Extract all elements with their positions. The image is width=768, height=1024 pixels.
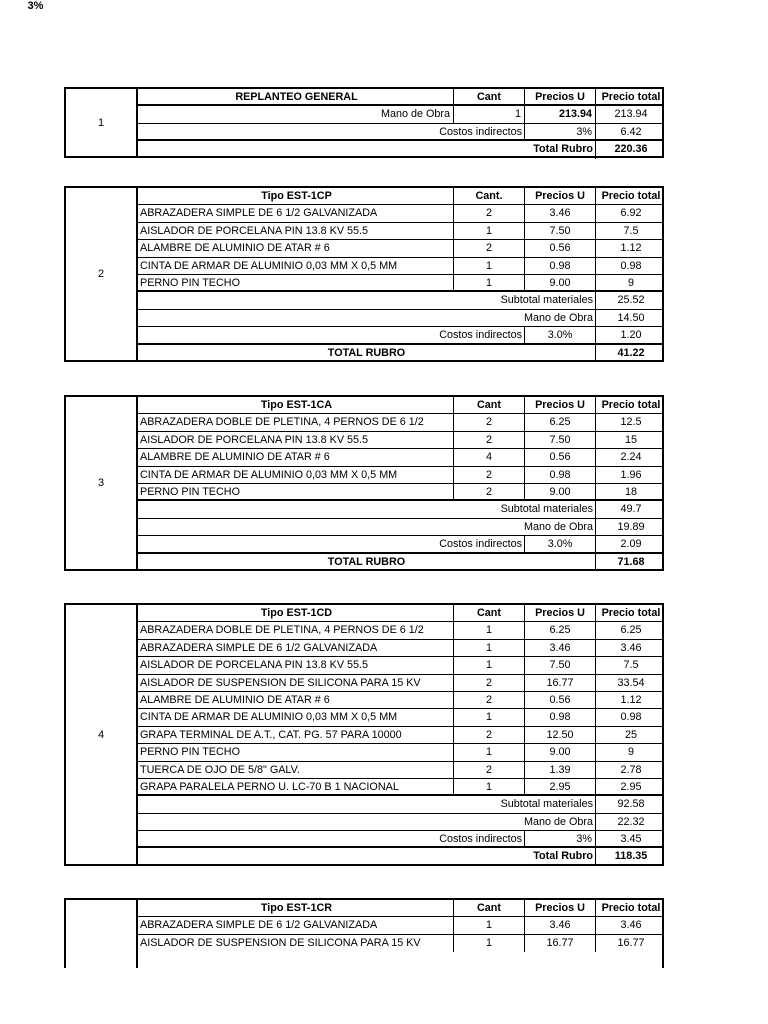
item-pu: 7.50 (524, 223, 595, 239)
item-pt: 15 (595, 432, 666, 448)
table-header-row (138, 89, 664, 106)
item-pu: 12.50 (524, 727, 595, 743)
rubro-3-table (64, 395, 664, 571)
item-cant: 1 (453, 935, 524, 952)
item-desc: GRAPA PARALELA PERNO U. LC-70 B 1 NACIONAL (140, 780, 399, 793)
rubro-title: Tipo EST-1CR (260, 902, 333, 914)
item-pu: 7.50 (524, 432, 595, 448)
item-pt: 0.98 (595, 709, 666, 725)
item-cant: 1 (453, 779, 524, 794)
item-cant: 2 (453, 240, 524, 256)
item-cant: 1 (453, 258, 524, 274)
subtotal-label: Subtotal materiales (500, 798, 593, 811)
item-pt: 9 (595, 275, 666, 290)
subtotal-value: 49.7 (595, 501, 666, 517)
item-cant: 2 (453, 762, 524, 778)
item-cant: 2 (453, 414, 524, 430)
item-cant: 2 (453, 727, 524, 743)
table-row (138, 692, 664, 709)
header-cant: Cant. (453, 188, 524, 204)
mano-obra-cant: 1 (453, 106, 524, 122)
item-cant: 2 (453, 432, 524, 448)
mano-obra-pt: 213.94 (595, 106, 666, 122)
item-desc: AISLADOR DE PORCELANA PIN 13.8 KV 55.5 (140, 224, 369, 237)
item-cant: 1 (453, 640, 524, 656)
table-row (138, 484, 664, 501)
rubro-1-table (64, 87, 664, 158)
item-cant: 1 (453, 744, 524, 760)
header-precio-u: Precios U (524, 900, 595, 916)
item-desc: ALAMBRE DE ALUMINIO DE ATAR # 6 (140, 451, 330, 464)
rubro-title: REPLANTEO GENERAL (235, 91, 358, 103)
rubro-4-table (64, 603, 664, 866)
header-precio-u: Precios U (524, 397, 595, 413)
total-rubro-value: 220.36 (595, 141, 666, 158)
item-pt: 6.25 (595, 622, 666, 638)
table-row (138, 917, 664, 934)
item-desc: PERNO PIN TECHO (140, 276, 240, 289)
table-row (138, 449, 664, 466)
rubro-number: 3 (66, 397, 138, 569)
item-cant: 1 (453, 275, 524, 290)
item-pt: 1.12 (595, 240, 666, 256)
rubro-2-table (64, 186, 664, 362)
total-rubro-label: Total Rubro (533, 143, 593, 156)
mano-obra-row (138, 814, 664, 831)
table-row (138, 675, 664, 692)
table-row (138, 640, 664, 657)
mano-obra-row (138, 310, 664, 327)
header-precio-u: Precios U (524, 89, 595, 104)
subtotal-value: 92.58 (595, 796, 666, 812)
item-pu: 9.00 (524, 744, 595, 760)
item-desc: CINTA DE ARMAR DE ALUMINIO 0,03 MM X 0,5 MM (140, 259, 398, 272)
item-desc: AISLADOR DE SUSPENSION DE SILICONA PARA 15 KV (140, 676, 421, 689)
table-row (138, 779, 664, 796)
subtotal-row (138, 501, 664, 518)
rubro-5-table (64, 898, 664, 968)
header-precio-total: Precio total (595, 188, 666, 204)
item-pu: 0.98 (524, 709, 595, 725)
table-header-row (138, 188, 664, 205)
item-cant: 1 (453, 917, 524, 933)
costos-indirectos-pct: 3% (524, 124, 595, 139)
item-desc: ALAMBRE DE ALUMINIO DE ATAR # 6 (140, 242, 330, 255)
total-rubro-row (138, 554, 664, 571)
total-rubro-row (138, 345, 664, 362)
item-pu: 16.77 (524, 935, 595, 952)
header-cant: Cant (453, 89, 524, 104)
table-row (138, 727, 664, 744)
costos-indirectos-pct: 3% (524, 831, 595, 846)
item-cant: 1 (453, 223, 524, 239)
item-desc: ABRAZADERA SIMPLE DE 6 1/2 GALVANIZADA (140, 919, 378, 932)
costos-indirectos-pt: 6.42 (595, 124, 666, 139)
header-precio-total: Precio total (595, 900, 666, 916)
mano-obra-label: Mano de Obra (523, 520, 593, 533)
header-precio-u: Precios U (524, 605, 595, 621)
rubro-number: 1 (66, 89, 138, 156)
item-desc: GRAPA TERMINAL DE A.T., CAT. PG. 57 PARA 10000 (140, 728, 402, 741)
mano-obra-value: 19.89 (595, 519, 666, 535)
table-row (138, 258, 664, 275)
item-cant: 2 (453, 467, 524, 483)
table-row (138, 223, 664, 240)
item-cant: 4 (453, 449, 524, 465)
item-desc: ABRAZADERA DOBLE DE PLETINA, 4 PERNOS DE 6 1/2 (140, 624, 424, 637)
mano-obra-row (138, 106, 664, 123)
item-cant: 2 (453, 692, 524, 708)
costos-indirectos-row (138, 124, 664, 141)
total-rubro-value: 41.22 (595, 345, 666, 362)
total-rubro-value: 118.35 (595, 848, 666, 865)
rubro-number (66, 900, 138, 968)
table-row (138, 467, 664, 484)
item-pt: 1.96 (595, 467, 666, 483)
rubro-title: Tipo EST-1CA (260, 399, 333, 411)
costos-indirectos-pt: 2.09 (595, 536, 666, 551)
item-desc: PERNO PIN TECHO (140, 485, 240, 498)
item-pt: 2.24 (595, 449, 666, 465)
total-rubro-label: TOTAL RUBRO (327, 555, 406, 568)
item-desc: ABRAZADERA SIMPLE DE 6 1/2 GALVANIZADA (140, 641, 378, 654)
item-pt: 3.46 (595, 917, 666, 933)
table-row (138, 657, 664, 674)
table-row (138, 414, 664, 431)
mano-obra-pu: 213.94 (524, 106, 595, 122)
item-pu: 3.46 (524, 205, 595, 221)
item-pt: 33.54 (595, 675, 666, 691)
header-cant: Cant (453, 605, 524, 621)
total-rubro-label: Total Rubro (533, 850, 593, 863)
header-cant: Cant (453, 900, 524, 916)
costos-indirectos-label: Costos indirectos (439, 833, 522, 846)
mano-obra-label: Mano de Obra (523, 311, 593, 324)
item-pt: 7.5 (595, 223, 666, 239)
costos-indirectos-label: Costos indirectos (439, 329, 522, 342)
mano-obra-row (138, 519, 664, 536)
item-pt: 2.95 (595, 779, 666, 794)
item-pu: 16.77 (524, 675, 595, 691)
costos-indirectos-row (138, 831, 664, 848)
total-rubro-value: 71.68 (595, 554, 666, 571)
item-desc: AISLADOR DE PORCELANA PIN 13.8 KV 55.5 (140, 433, 369, 446)
costos-indirectos-label: Costos indirectos (439, 125, 522, 138)
item-desc: ABRAZADERA SIMPLE DE 6 1/2 GALVANIZADA (140, 207, 378, 220)
item-pt: 0.98 (595, 258, 666, 274)
item-pu: 0.56 (524, 692, 595, 708)
item-pt: 16.77 (595, 935, 666, 952)
costos-indirectos-pct: 3.0% (524, 327, 595, 342)
item-pt: 1.12 (595, 692, 666, 708)
costos-indirectos-pct: 3.0% (524, 536, 595, 551)
top-percent-label: 3% (27, 0, 44, 12)
item-pt: 25 (595, 727, 666, 743)
header-precio-total: Precio total (595, 605, 666, 621)
subtotal-row (138, 292, 664, 309)
item-pt: 9 (595, 744, 666, 760)
mano-obra-value: 14.50 (595, 310, 666, 326)
costos-indirectos-row (138, 327, 664, 344)
item-pt: 7.5 (595, 657, 666, 673)
item-pt: 18 (595, 484, 666, 499)
table-row (138, 205, 664, 222)
item-pu: 9.00 (524, 275, 595, 290)
table-row (138, 240, 664, 257)
item-pt: 12.5 (595, 414, 666, 430)
item-pt: 3.46 (595, 640, 666, 656)
item-desc: ABRAZADERA DOBLE DE PLETINA, 4 PERNOS DE 6 1/2 (140, 416, 424, 429)
table-row (138, 744, 664, 761)
item-pu: 6.25 (524, 414, 595, 430)
mano-obra-label: Mano de Obra (380, 108, 450, 121)
item-pu: 3.46 (524, 640, 595, 656)
item-pu: 3.46 (524, 917, 595, 933)
item-desc: CINTA DE ARMAR DE ALUMINIO 0,03 MM X 0,5 MM (140, 711, 398, 724)
total-rubro-row (138, 141, 664, 158)
subtotal-row (138, 796, 664, 813)
subtotal-label: Subtotal materiales (500, 503, 593, 516)
subtotal-value: 25.52 (595, 292, 666, 308)
item-cant: 1 (453, 622, 524, 638)
table-row (138, 275, 664, 292)
item-pu: 2.95 (524, 779, 595, 794)
header-cant: Cant (453, 397, 524, 413)
rubro-title: Tipo EST-1CD (260, 607, 333, 619)
total-rubro-row (138, 848, 664, 865)
costos-indirectos-row (138, 536, 664, 553)
item-pu: 0.56 (524, 240, 595, 256)
item-pu: 7.50 (524, 657, 595, 673)
mano-obra-label: Mano de Obra (523, 815, 593, 828)
item-pu: 0.56 (524, 449, 595, 465)
table-row (138, 622, 664, 639)
item-desc: AISLADOR DE PORCELANA PIN 13.8 KV 55.5 (140, 659, 369, 672)
item-cant: 2 (453, 484, 524, 499)
rubro-title: Tipo EST-1CP (261, 190, 332, 202)
table-row (138, 935, 664, 952)
item-pt: 2.78 (595, 762, 666, 778)
costos-indirectos-pt: 1.20 (595, 327, 666, 342)
item-desc: AISLADOR DE SUSPENSION DE SILICONA PARA 15 KV (140, 936, 421, 949)
total-rubro-label: TOTAL RUBRO (327, 346, 406, 359)
item-cant: 1 (453, 657, 524, 673)
item-pu: 1.39 (524, 762, 595, 778)
item-desc: CINTA DE ARMAR DE ALUMINIO 0,03 MM X 0,5 MM (140, 468, 398, 481)
item-cant: 2 (453, 205, 524, 221)
table-header-row (138, 900, 664, 917)
item-pu: 6.25 (524, 622, 595, 638)
item-pu: 9.00 (524, 484, 595, 499)
item-desc: ALAMBRE DE ALUMINIO DE ATAR # 6 (140, 693, 330, 706)
item-pu: 0.98 (524, 258, 595, 274)
table-row (138, 432, 664, 449)
header-precio-total: Precio total (595, 89, 666, 104)
costos-indirectos-label: Costos indirectos (439, 538, 522, 551)
costos-indirectos-pt: 3.45 (595, 831, 666, 846)
table-header-row (138, 397, 664, 414)
item-pu: 0.98 (524, 467, 595, 483)
rubro-number: 4 (66, 605, 138, 864)
item-desc: PERNO PIN TECHO (140, 746, 240, 759)
item-cant: 2 (453, 675, 524, 691)
item-cant: 1 (453, 709, 524, 725)
item-pt: 6.92 (595, 205, 666, 221)
table-row (138, 762, 664, 779)
table-header-row (138, 605, 664, 622)
item-desc: TUERCA DE OJO DE 5/8" GALV. (140, 763, 300, 776)
header-precio-total: Precio total (595, 397, 666, 413)
mano-obra-value: 22.32 (595, 814, 666, 830)
subtotal-label: Subtotal materiales (500, 294, 593, 307)
rubro-number: 2 (66, 188, 138, 360)
table-row (138, 709, 664, 726)
header-precio-u: Precios U (524, 188, 595, 204)
